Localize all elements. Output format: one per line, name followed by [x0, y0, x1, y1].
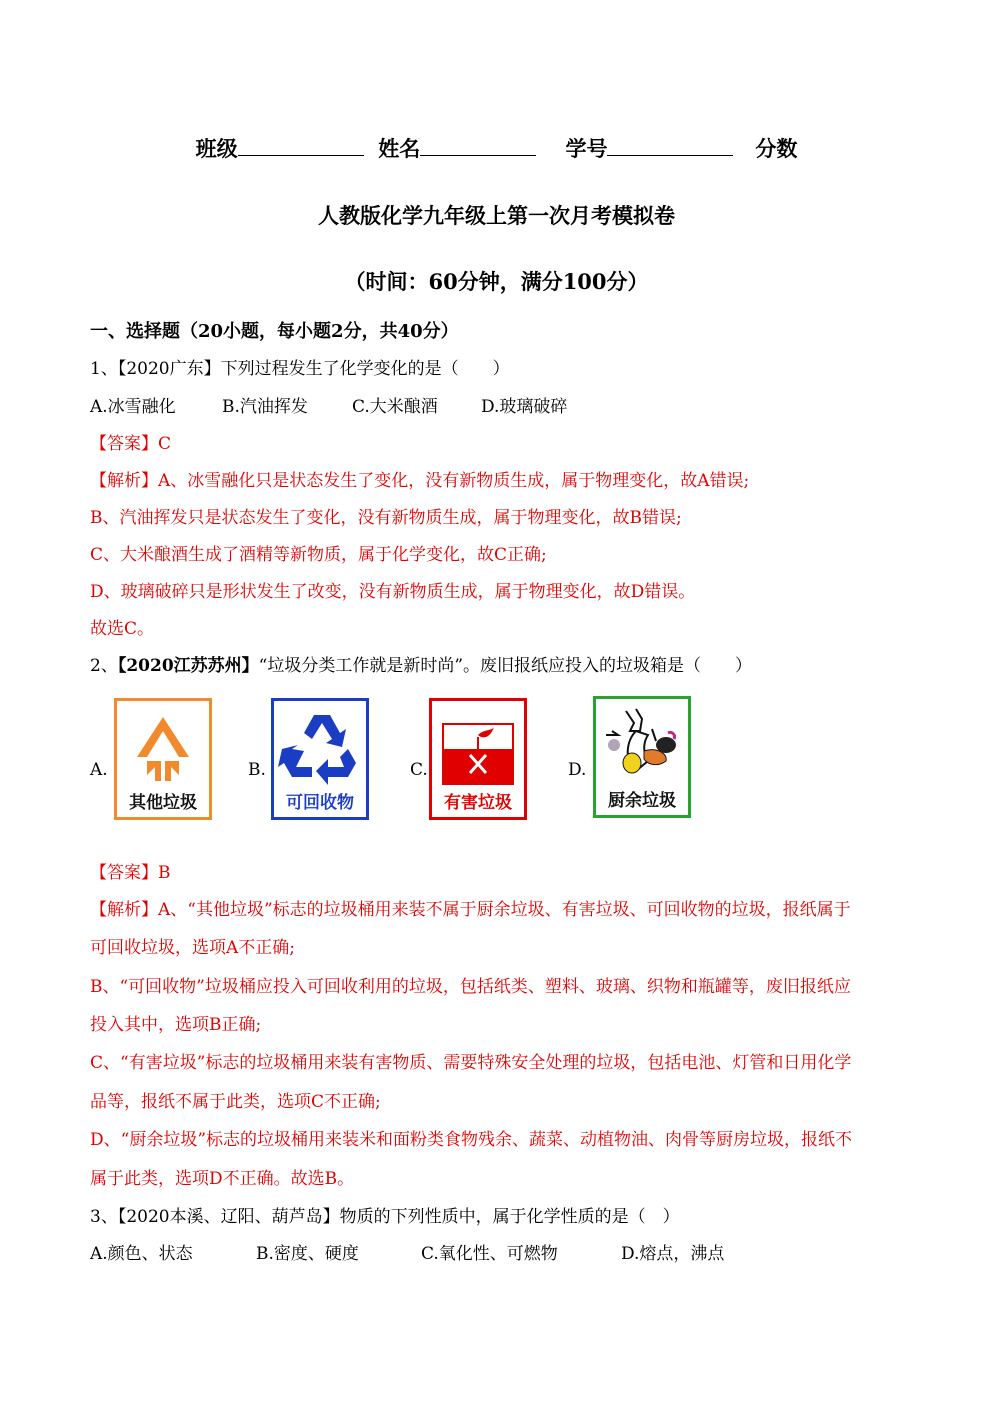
q2-analysis-line: D、“厨余垃圾”标志的垃圾桶用来装米和面粉类食物残余、蔬菜、动植物油、肉骨等厨房垃圾，报纸不	[90, 1130, 853, 1150]
q1-answer: 【答案】C	[90, 434, 172, 454]
q1-option-d: D.玻璃破碎	[481, 397, 568, 417]
q2-analysis-line: 【解析】A、“其他垃圾”标志的垃圾桶用来装不属于厨余垃圾、有害垃圾、可回收物的垃圾，报纸属于	[90, 900, 851, 920]
q2-analysis-line: C、“有害垃圾”标志的垃圾桶用来装有害物质、需要特殊安全处理的垃圾，包括电池、灯管和日用化学	[90, 1053, 852, 1073]
student-info-header	[0, 133, 993, 163]
hazard-symbol-icon	[444, 725, 512, 783]
question-source: 【2020广东】	[117, 359, 221, 379]
bin-label: 可回收物	[286, 793, 354, 813]
score-label: 分数	[755, 136, 798, 161]
name-label: 姓名	[378, 136, 421, 161]
question-1-stem	[90, 358, 510, 380]
id-blank[interactable]	[607, 135, 733, 156]
hazard-frame	[442, 723, 514, 785]
triangle-arrows-icon	[117, 705, 209, 785]
q2-option-a-letter: A.	[90, 760, 108, 780]
q3-option-a: A.颜色、状态	[90, 1244, 193, 1264]
question-text: “垃圾分类工作就是新时尚”。废旧报纸应投入的垃圾箱是（ ）	[258, 656, 753, 676]
q2-option-d-letter: D.	[568, 760, 587, 780]
name-blank[interactable]	[420, 135, 536, 156]
other-waste-bin-icon	[114, 698, 212, 820]
q1-option-b: B.汽油挥发	[222, 397, 308, 417]
q1-analysis-line: 故选C。	[90, 619, 155, 639]
bin-label: 有害垃圾	[444, 793, 512, 813]
q2-answer: 【答案】B	[90, 863, 171, 883]
question-number: 1、	[90, 359, 118, 379]
q2-analysis-line: 品等，报纸不属于此类，选项C不正确;	[90, 1092, 381, 1112]
page-title: 人教版化学九年级上第一次月考模拟卷	[318, 203, 675, 228]
question-source: 【2020本溪、辽阳、葫芦岛】	[117, 1207, 340, 1227]
q2-analysis-line: 属于此类，选项D不正确。故选B。	[90, 1169, 355, 1189]
class-blank[interactable]	[238, 135, 364, 156]
class-label: 班级	[195, 136, 238, 161]
q3-option-c: C.氧化性、可燃物	[421, 1244, 558, 1264]
q1-analysis-line: B、汽油挥发只是状态发生了变化，没有新物质生成，属于物理变化，故B错误;	[90, 508, 682, 528]
q1-analysis-line: D、玻璃破碎只是形状发生了改变，没有新物质生成，属于物理变化，故D错误。	[90, 582, 696, 602]
q1-analysis-line: 【解析】A、冰雪融化只是状态发生了变化，没有新物质生成，属于物理变化，故A错误;	[90, 471, 750, 491]
question-3-stem	[90, 1206, 680, 1228]
bin-label: 厨余垃圾	[608, 791, 676, 811]
question-number: 2、	[90, 656, 118, 676]
q2-analysis-line: 投入其中，选项B正确;	[90, 1015, 262, 1035]
kitchen-waste-bin-icon	[593, 696, 691, 818]
bin-label: 其他垃圾	[129, 793, 197, 813]
id-label: 学号	[565, 136, 608, 161]
q1-option-a: A.冰雪融化	[90, 397, 176, 417]
q2-analysis-line: 可回收垃圾，选项A不正确;	[90, 938, 296, 958]
question-number: 3、	[90, 1207, 118, 1227]
question-text: 物质的下列性质中，属于化学性质的是（ ）	[339, 1207, 680, 1227]
hazardous-bin-icon	[429, 698, 527, 820]
q1-analysis-line: C、大米酿酒生成了酒精等新物质，属于化学变化，故C正确;	[90, 545, 547, 565]
q3-option-d: D.熔点，沸点	[621, 1244, 725, 1264]
food-scraps-icon	[596, 701, 688, 789]
q2-option-c-letter: C.	[410, 760, 428, 780]
q1-option-c: C.大米酿酒	[352, 397, 438, 417]
q2-option-b-letter: B.	[248, 760, 266, 780]
recycle-icon	[274, 705, 366, 789]
question-text: 下列过程发生了化学变化的是（ ）	[220, 359, 510, 379]
q2-analysis-line: B、“可回收物”垃圾桶应投入可回收利用的垃圾，包括纸类、塑料、玻璃、织物和瓶罐等，废旧报纸应	[90, 977, 851, 997]
recyclable-bin-icon	[271, 698, 369, 820]
section-heading: 一、选择题（20小题，每小题2分，共40分）	[90, 321, 459, 342]
page-subtitle: （时间：60分钟，满分100分）	[344, 269, 649, 294]
question-2-stem	[90, 655, 752, 677]
q3-option-b: B.密度、硬度	[256, 1244, 359, 1264]
question-source: 【2020江苏苏州】	[117, 656, 259, 676]
